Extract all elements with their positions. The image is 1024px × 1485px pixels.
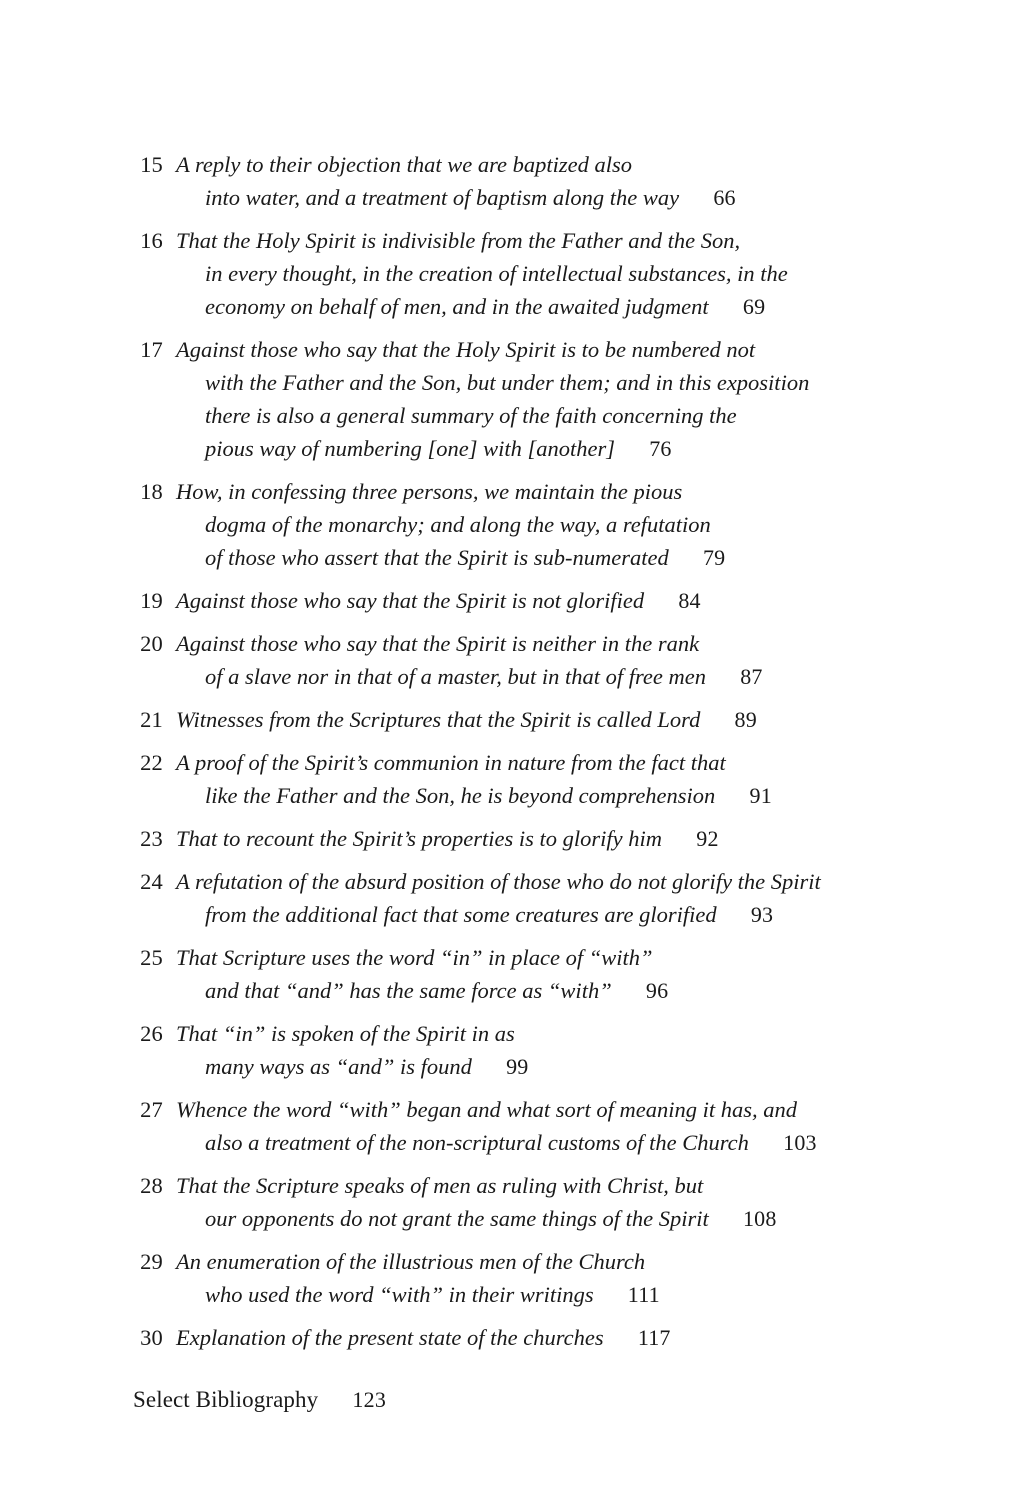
toc-entry-page-number: 84 (644, 588, 701, 613)
toc-entry[interactable] (133, 1169, 933, 1235)
toc-entry-title (176, 148, 933, 214)
toc-entry[interactable] (133, 703, 933, 736)
toc-entry-title-line (176, 508, 933, 541)
toc-entry-title-line (176, 898, 933, 931)
toc-entry-page-number: 87 (706, 664, 763, 689)
toc-entry-number: 19 (140, 588, 163, 613)
toc-entry-title-line (176, 475, 933, 508)
toc-entry-title-line (176, 432, 933, 465)
toc-entry-list (133, 148, 933, 1354)
toc-entry-title-line (176, 1321, 933, 1354)
toc-entry-title-line (176, 703, 933, 736)
toc-entry[interactable] (133, 1245, 933, 1311)
toc-entry-page-number: 91 (715, 783, 772, 808)
toc-entry-title-line (176, 584, 933, 617)
toc-entry[interactable] (133, 333, 933, 465)
toc-entry-title-text: Against those who say that the Holy Spirit is to be numbered not (176, 337, 756, 362)
toc-entry-number: 29 (140, 1249, 163, 1274)
toc-entry-title-line (176, 1093, 933, 1126)
toc-entry-page-number: 76 (615, 436, 672, 461)
toc-entry-page-number: 93 (716, 902, 774, 927)
toc-entry-title-text: like the Father and the Son, he is beyond comprehension (205, 783, 716, 808)
toc-entry-title-text: who used the word “with” in their writings (205, 1282, 594, 1307)
toc-entry-page-number: 117 (603, 1325, 671, 1350)
toc-entry-title-line (176, 865, 933, 898)
toc-entry-number: 28 (140, 1173, 163, 1198)
toc-backmatter-page-number: 123 (318, 1387, 387, 1412)
toc-entry-title-line (176, 1017, 933, 1050)
toc-entry-title-text: in every thought, in the creation of intellectual substances, in the (205, 261, 788, 286)
toc-entry-page-number: 96 (611, 978, 669, 1003)
toc-entry-title (176, 333, 933, 465)
toc-entry-title-line (176, 974, 933, 1007)
toc-entry-page-number: 99 (471, 1054, 529, 1079)
toc-entry-title-text: Against those who say that the Spirit is not glorified (176, 588, 645, 613)
toc-entry-title (176, 746, 933, 812)
toc-entry[interactable] (133, 475, 933, 574)
toc-entry-page-number: 69 (708, 294, 766, 319)
toc-entry-title-line (176, 627, 933, 660)
toc-entry[interactable] (133, 865, 933, 931)
toc-entry-title-line (176, 290, 933, 323)
toc-backmatter-list (133, 1383, 933, 1416)
toc-entry-title-text: A refutation of the absurd position of those who do not glorify the Spirit (176, 869, 821, 894)
toc-entry-title-text: An enumeration of the illustrious men of the Church (176, 1249, 646, 1274)
toc-entry[interactable] (133, 941, 933, 1007)
toc-entry-title (176, 1093, 933, 1159)
toc-backmatter-entry[interactable] (133, 1383, 933, 1416)
toc-entry-title-text: and that “and” has the same force as “with” (205, 978, 612, 1003)
toc-entry-title-text: also a treatment of the non-scriptural customs of the Church (205, 1130, 749, 1155)
toc-entry-page-number: 66 (679, 185, 736, 210)
toc-entry-number: 30 (140, 1325, 163, 1350)
toc-entry-title (176, 1017, 933, 1083)
toc-entry-title (176, 1169, 933, 1235)
toc-entry-title-text: our opponents do not grant the same things of the Spirit (205, 1206, 709, 1231)
toc-entry-title-line (176, 660, 933, 693)
toc-entry[interactable] (133, 746, 933, 812)
toc-entry-number: 20 (140, 631, 163, 656)
toc-entry-title (176, 865, 933, 931)
table-of-contents (133, 148, 933, 1416)
toc-entry-page-number: 103 (748, 1130, 817, 1155)
toc-entry-title (176, 1321, 933, 1354)
toc-entry-title-text: That the Scripture speaks of men as ruling with Christ, but (176, 1173, 704, 1198)
toc-entry-title-text: there is also a general summary of the faith concerning the (205, 403, 737, 428)
toc-entry-title-line (176, 541, 933, 574)
toc-entry-title-text: That to recount the Spirit’s properties is to glorify him (176, 826, 663, 851)
toc-entry-title-text: Whence the word “with” began and what sort of meaning it has, and (176, 1097, 798, 1122)
toc-entry-number: 16 (140, 228, 163, 253)
toc-entry-title-text: many ways as “and” is found (205, 1054, 472, 1079)
toc-entry-title-line (176, 1169, 933, 1202)
toc-entry[interactable] (133, 1017, 933, 1083)
toc-entry-title-text: How, in confessing three persons, we maintain the pious (176, 479, 683, 504)
toc-backmatter-label: Select Bibliography (133, 1387, 319, 1412)
toc-entry-number: 15 (140, 152, 163, 177)
toc-entry-title-line (176, 366, 933, 399)
toc-entry-title-line (176, 1126, 933, 1159)
toc-entry-title (176, 475, 933, 574)
toc-entry-title-text: That the Holy Spirit is indivisible from the Father and the Son, (176, 228, 741, 253)
toc-entry-title-line (176, 224, 933, 257)
toc-entry-title-line (176, 333, 933, 366)
toc-entry-page-number: 92 (662, 826, 719, 851)
toc-entry-title (176, 941, 933, 1007)
toc-entry-title-text: with the Father and the Son, but under them; and in this exposition (205, 370, 810, 395)
toc-entry-title-text: from the additional fact that some creatures are glorified (205, 902, 717, 927)
toc-entry-number: 18 (140, 479, 163, 504)
toc-entry-title-text: into water, and a treatment of baptism along the way (205, 185, 680, 210)
toc-entry-number: 23 (140, 826, 163, 851)
toc-entry[interactable] (133, 627, 933, 693)
toc-entry-title-text: Against those who say that the Spirit is neither in the rank (176, 631, 700, 656)
toc-entry-number: 24 (140, 869, 163, 894)
toc-entry-title-line (176, 181, 933, 214)
toc-entry-title-line (176, 941, 933, 974)
toc-entry-page-number: 111 (593, 1282, 660, 1307)
toc-entry-title-text: That Scripture uses the word “in” in place of “with” (176, 945, 653, 970)
toc-entry-number: 27 (140, 1097, 163, 1122)
toc-entry-number: 26 (140, 1021, 163, 1046)
toc-entry-title-text: A reply to their objection that we are baptized also (176, 152, 632, 177)
toc-entry-title-line (176, 399, 933, 432)
toc-entry-title-text: Witnesses from the Scriptures that the Spirit is called Lord (176, 707, 701, 732)
toc-entry-title-line (176, 822, 933, 855)
toc-entry-number: 25 (140, 945, 163, 970)
toc-entry-number: 17 (140, 337, 163, 362)
toc-entry-page-number: 89 (700, 707, 757, 732)
toc-entry-title-line (176, 257, 933, 290)
toc-entry-title (176, 627, 933, 693)
toc-entry-title-text: dogma of the monarchy; and along the way, a refutation (205, 512, 711, 537)
toc-entry[interactable] (133, 1093, 933, 1159)
toc-entry[interactable] (133, 822, 933, 855)
toc-entry-title-text: A proof of the Spirit’s communion in nature from the fact that (176, 750, 726, 775)
toc-entry-title (176, 822, 933, 855)
toc-entry-title-text: economy on behalf of men, and in the awaited judgment (205, 294, 709, 319)
toc-entry-title-text: pious way of numbering [one] with [another] (205, 436, 616, 461)
toc-entry-title-line (176, 746, 933, 779)
toc-entry-title-line (176, 779, 933, 812)
toc-entry[interactable] (133, 224, 933, 323)
toc-entry-number: 22 (140, 750, 163, 775)
toc-entry[interactable] (133, 148, 933, 214)
toc-entry-title-text: of those who assert that the Spirit is sub-numerated (205, 545, 669, 570)
toc-entry-title (176, 703, 933, 736)
toc-entry-title-text: Explanation of the present state of the churches (176, 1325, 604, 1350)
toc-entry-title-text: That “in” is spoken of the Spirit in as (176, 1021, 515, 1046)
toc-entry[interactable] (133, 584, 933, 617)
toc-entry-page-number: 79 (668, 545, 726, 570)
toc-entry-title-text: of a slave nor in that of a master, but in that of free men (205, 664, 707, 689)
toc-entry-title-line (176, 1245, 933, 1278)
toc-entry-title (176, 1245, 933, 1311)
toc-entry-title-line (176, 1278, 933, 1311)
toc-entry-title (176, 224, 933, 323)
toc-entry-title (176, 584, 933, 617)
toc-entry-number: 21 (140, 707, 163, 732)
toc-entry[interactable] (133, 1321, 933, 1354)
toc-entry-page-number: 108 (708, 1206, 777, 1231)
toc-entry-title-line (176, 1050, 933, 1083)
toc-entry-title-line (176, 148, 933, 181)
toc-entry-title-line (176, 1202, 933, 1235)
